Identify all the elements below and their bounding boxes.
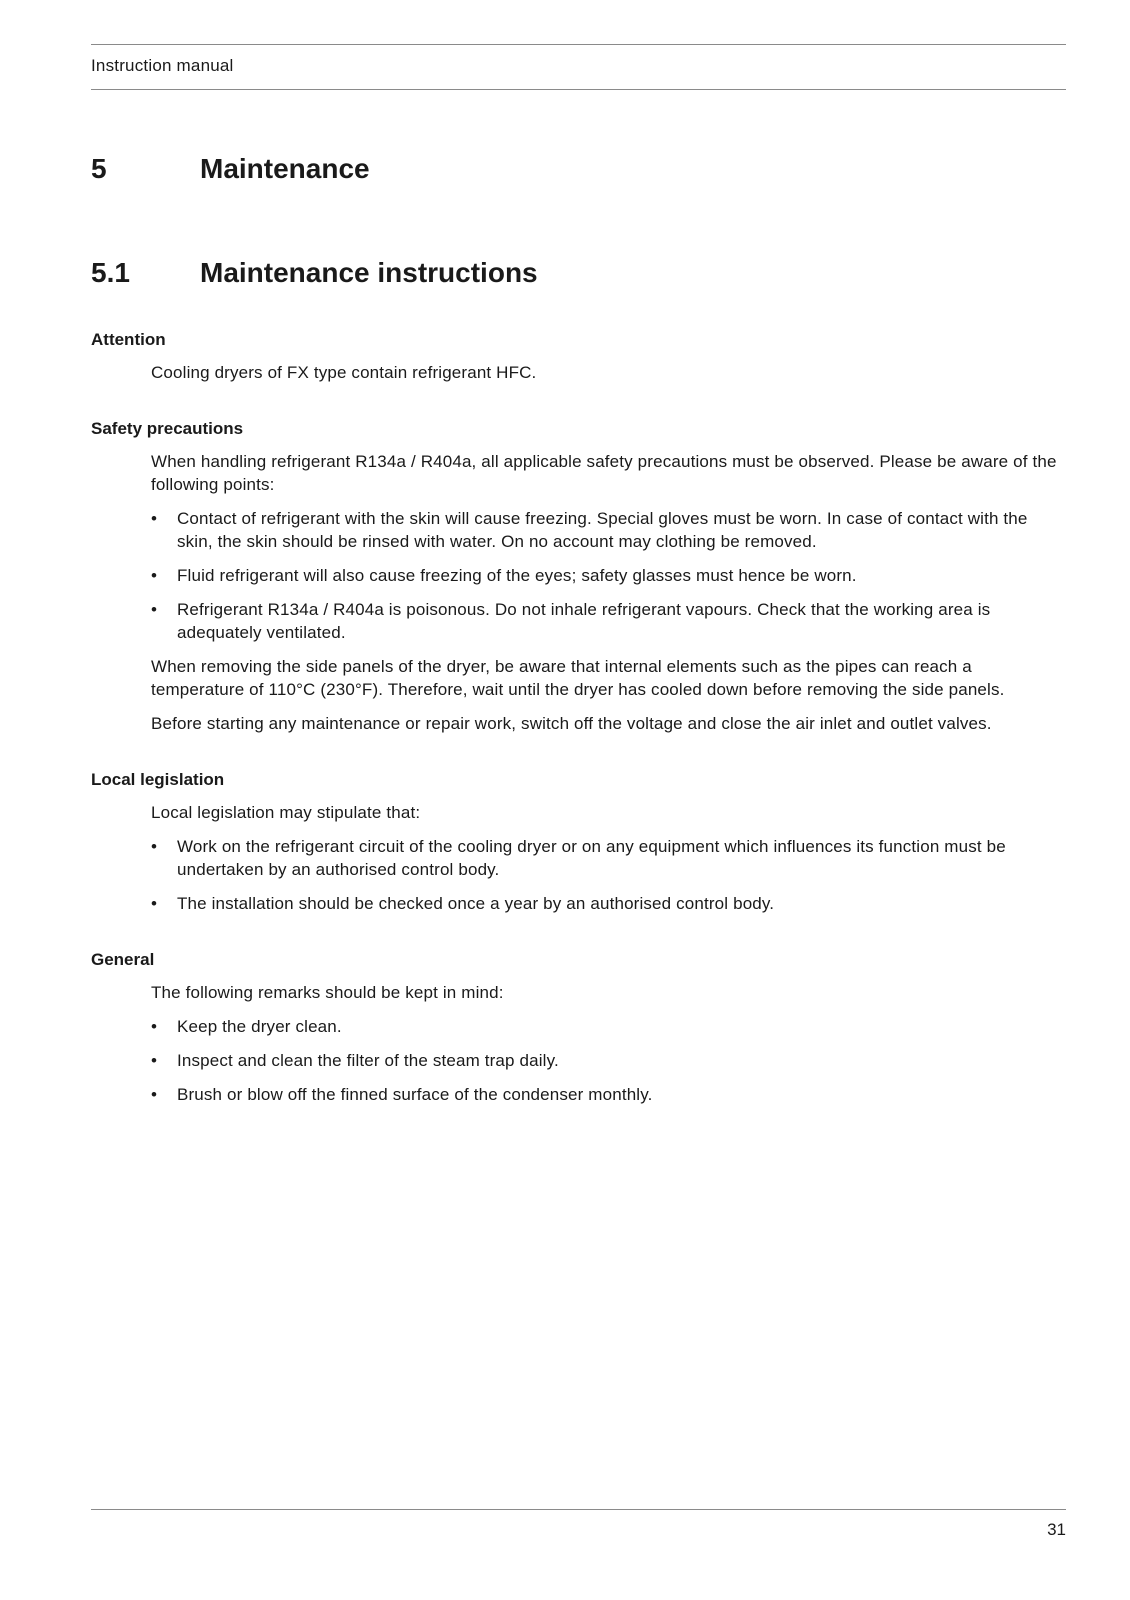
- legislation-bullet-list: [151, 835, 1066, 915]
- list-item: • Contact of refrigerant with the skin will cause freezing. Special gloves must be worn. In case of contact with the skin, the skin should be rinsed with water. On no account may clothing be removed.: [151, 509, 1028, 551]
- section-heading: [91, 257, 538, 289]
- bullet-icon: •: [151, 1085, 158, 1104]
- running-header: Instruction manual: [91, 56, 234, 75]
- section-number: 5.1: [91, 257, 130, 288]
- chapter-title: Maintenance: [200, 153, 370, 184]
- attention-heading: Attention: [91, 330, 166, 349]
- legislation-intro: Local legislation may stipulate that:: [151, 803, 421, 822]
- bullet-icon: •: [151, 837, 158, 856]
- safety-intro: When handling refrigerant R134a / R404a, all applicable safety precautions must be observed. Please be aware of the following points:: [151, 452, 1057, 494]
- section-title: Maintenance instructions: [200, 257, 538, 288]
- list-item: • Keep the dryer clean.: [151, 1017, 342, 1036]
- general-heading: General: [91, 950, 155, 969]
- list-item: • Fluid refrigerant will also cause freezing of the eyes; safety glasses must hence be worn.: [151, 566, 857, 585]
- page-content: [91, 328, 1066, 1117]
- list-item: • Work on the refrigerant circuit of the cooling dryer or on any equipment which influences its function must be undertaken by an authorised control body.: [151, 837, 1006, 879]
- list-item: • The installation should be checked once a year by an authorised control body.: [151, 894, 775, 913]
- safety-before-work-text: Before starting any maintenance or repair work, switch off the voltage and close the air inlet and outlet valves.: [151, 714, 992, 733]
- list-item: • Brush or blow off the finned surface of the condenser monthly.: [151, 1085, 653, 1104]
- bullet-icon: •: [151, 894, 158, 913]
- safety-bullet-list: [151, 507, 1066, 644]
- general-intro: The following remarks should be kept in mind:: [151, 983, 504, 1002]
- list-item: • Inspect and clean the filter of the steam trap daily.: [151, 1051, 559, 1070]
- bullet-icon: •: [151, 566, 158, 585]
- chapter-heading: [91, 153, 370, 185]
- attention-text: Cooling dryers of FX type contain refrigerant HFC.: [151, 363, 537, 382]
- bullet-icon: •: [151, 1017, 158, 1036]
- header-bottom-rule: [91, 89, 1066, 90]
- safety-side-panels-text: When removing the side panels of the dryer, be aware that internal elements such as the pipes can reach a temperature of 110°C (230°F). Therefore, wait until the dryer has cooled down before removing the side panels.: [151, 657, 1005, 699]
- legislation-heading: Local legislation: [91, 770, 225, 789]
- bullet-icon: •: [151, 600, 158, 619]
- header-top-rule: [91, 44, 1066, 45]
- list-item: • Refrigerant R134a / R404a is poisonous. Do not inhale refrigerant vapours. Check that the working area is adequately ventilated.: [151, 600, 991, 642]
- safety-heading: Safety precautions: [91, 419, 244, 438]
- chapter-number: 5: [91, 153, 107, 184]
- page-number: 31: [1047, 1520, 1066, 1539]
- bullet-icon: •: [151, 509, 158, 528]
- general-bullet-list: [151, 1015, 1066, 1106]
- bullet-icon: •: [151, 1051, 158, 1070]
- footer-rule: [91, 1509, 1066, 1510]
